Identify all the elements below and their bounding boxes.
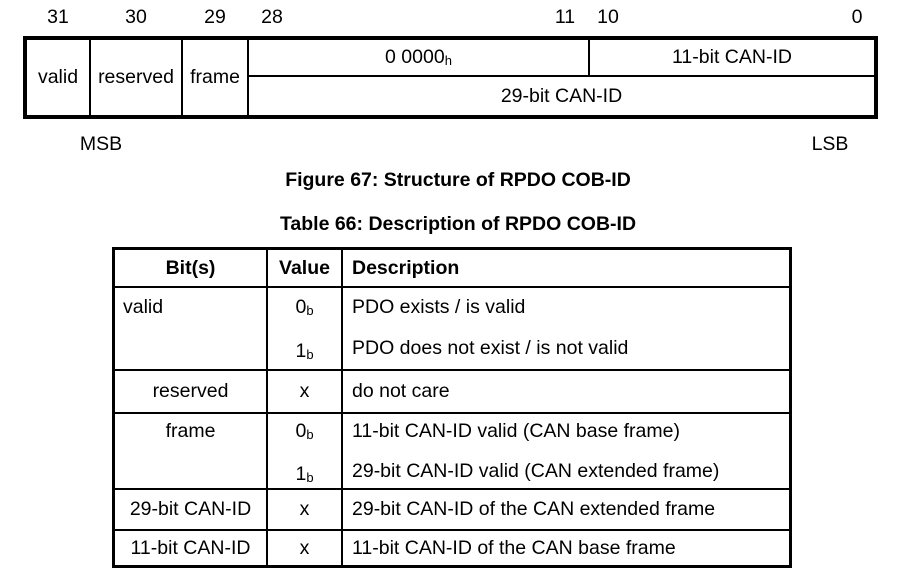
bit-label-28: 28 (261, 6, 283, 28)
column-header-description: Description (352, 256, 460, 279)
table-row-11bit-can-id (115, 531, 789, 565)
column-header-value: Value (268, 250, 343, 286)
field-cell-valid (27, 40, 91, 115)
row-11bit-value-cell (268, 531, 343, 565)
binary-subscript: b (306, 347, 314, 362)
description-line: 29-bit CAN-ID valid (CAN extended frame) (352, 460, 720, 482)
field-cell-frame (183, 40, 249, 115)
table-row-29bit-can-id (115, 490, 789, 531)
field-cell-reserved (91, 40, 183, 115)
field-cell-zero-value (249, 40, 590, 75)
field-frame-label: frame (190, 66, 240, 88)
row-valid-bits-label: valid (123, 296, 164, 318)
field-valid-label: valid (37, 66, 79, 88)
row-valid-bits-cell (115, 288, 268, 369)
cob-id-description-table (112, 247, 792, 568)
row-reserved-description-cell (343, 371, 789, 412)
table-row-frame (115, 414, 789, 490)
can-id-29-label: 29-bit CAN-ID (500, 84, 623, 107)
value-1b: 1b (295, 463, 314, 485)
row-frame-description-cell (343, 414, 789, 488)
value-x: x (299, 380, 310, 402)
figure-caption: Figure 67: Structure of RPDO COB-ID (285, 169, 631, 191)
description-line: PDO does not exist / is not valid (352, 337, 629, 359)
row-29bit-value-cell (268, 490, 343, 529)
field-reserved-label: reserved (98, 66, 174, 88)
table-row-valid (115, 288, 789, 371)
row-reserved-bits-cell (115, 371, 268, 412)
description-line: do not care (352, 380, 450, 402)
table-row-reserved (115, 371, 789, 414)
row-frame-bits-cell (115, 414, 268, 488)
row-reserved-value-cell (268, 371, 343, 412)
row-reserved-bits-label: reserved (152, 380, 229, 402)
row-29bit-bits-label: 29-bit CAN-ID (129, 498, 252, 520)
description-line: 11-bit CAN-ID of the CAN base frame (352, 536, 676, 559)
row-frame-bits-label: frame (165, 420, 216, 442)
cob-id-bitfield-diagram (23, 36, 878, 119)
msb-label: MSB (79, 133, 123, 155)
row-valid-description-cell (343, 288, 789, 369)
row-valid-value-cell (268, 288, 343, 369)
description-line: 29-bit CAN-ID of the CAN extended frame (352, 498, 716, 520)
row-11bit-bits-label: 11-bit CAN-ID (130, 536, 251, 559)
hex-subscript: h (444, 53, 452, 68)
bit-label-29: 29 (204, 6, 226, 28)
table-caption: Table 66: Description of RPDO COB-ID (279, 213, 637, 235)
row-29bit-bits-cell (115, 490, 268, 529)
bit-label-30: 30 (125, 6, 147, 28)
bit-label-0: 0 (851, 6, 863, 28)
value-1b: 1b (295, 340, 314, 362)
value-0b: 0b (295, 420, 314, 442)
value-x: x (299, 536, 310, 559)
can-id-section (249, 40, 874, 115)
field-cell-29bit-can-id (249, 77, 874, 115)
value-x: x (299, 498, 310, 520)
description-line: 11-bit CAN-ID valid (CAN base frame) (352, 420, 680, 442)
binary-subscript: b (306, 470, 314, 485)
binary-subscript: b (306, 303, 314, 318)
value-0b: 0b (295, 296, 314, 318)
can-id-11-label: 11-bit CAN-ID (672, 46, 792, 68)
zero-value-label: 0 0000h (385, 46, 452, 68)
row-11bit-description-cell (343, 531, 789, 565)
table-header-row (115, 250, 789, 288)
row-11bit-bits-cell (115, 531, 268, 565)
bit-label-31: 31 (47, 6, 69, 28)
column-header-bits: Bit(s) (115, 250, 268, 286)
bit-label-10: 10 (597, 6, 619, 28)
description-line: PDO exists / is valid (352, 296, 526, 318)
field-cell-11bit-can-id (590, 40, 874, 75)
binary-subscript: b (306, 427, 314, 442)
can-id-top-row (249, 40, 874, 77)
lsb-label: LSB (811, 133, 849, 155)
row-frame-value-cell (268, 414, 343, 488)
row-29bit-description-cell (343, 490, 789, 529)
bit-label-11: 11 (554, 6, 576, 28)
